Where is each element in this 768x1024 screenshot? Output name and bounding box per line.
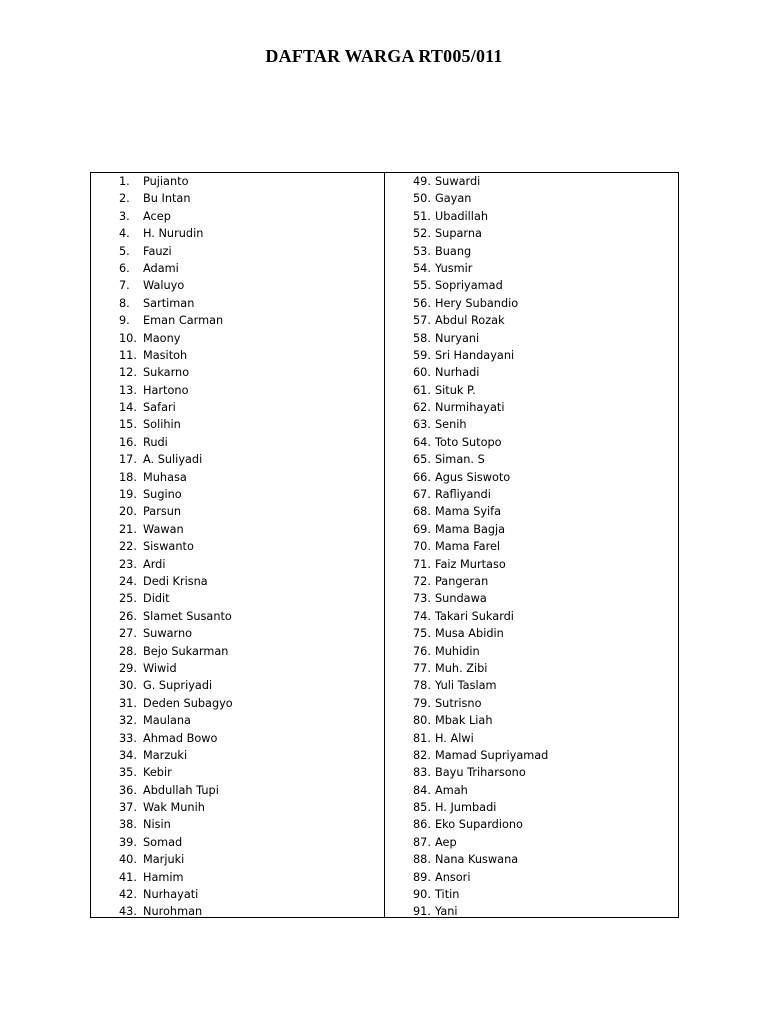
list-item-number: 5. xyxy=(119,244,130,258)
list-item-name: Maony xyxy=(143,331,181,345)
list-item xyxy=(91,573,384,590)
list-item-name: Sundawa xyxy=(435,592,487,606)
list-item-number: 63. xyxy=(413,418,431,432)
list-item-number: 11. xyxy=(119,348,137,362)
list-item xyxy=(385,503,678,520)
list-item-number: 34. xyxy=(119,748,137,762)
list-item-number: 84. xyxy=(413,783,431,797)
list-item-name: Bejo Sukarman xyxy=(143,644,229,658)
list-item-name: Wiwid xyxy=(143,661,177,675)
list-item-number: 50. xyxy=(413,192,431,206)
list-item-name: Sopriyamad xyxy=(435,279,503,293)
list-item-number: 24. xyxy=(119,574,137,588)
list-item-name: Muh. Zibi xyxy=(435,661,488,675)
list-item-name: Hartono xyxy=(143,383,189,397)
list-item xyxy=(91,608,384,625)
list-item-name: Ardi xyxy=(143,557,166,571)
list-item xyxy=(91,695,384,712)
list-item-number: 42. xyxy=(119,888,137,902)
list-item xyxy=(91,295,384,312)
list-item-number: 90. xyxy=(413,888,431,902)
list-item-number: 17. xyxy=(119,453,137,467)
list-item-number: 87. xyxy=(413,835,431,849)
list-item xyxy=(91,173,384,190)
list-item xyxy=(385,538,678,555)
list-item xyxy=(385,330,678,347)
list-item-number: 88. xyxy=(413,853,431,867)
list-item-number: 56. xyxy=(413,296,431,310)
list-item xyxy=(91,521,384,538)
list-item xyxy=(385,573,678,590)
list-item xyxy=(385,295,678,312)
list-item-name: G. Supriyadi xyxy=(143,679,213,693)
list-item-name: Amah xyxy=(435,783,468,797)
list-item xyxy=(385,834,678,851)
list-item-name: Mama Farel xyxy=(435,540,501,554)
list-item-number: 66. xyxy=(413,470,431,484)
list-item xyxy=(91,312,384,329)
list-item-name: Somad xyxy=(143,835,183,849)
list-item xyxy=(385,347,678,364)
list-item-number: 80. xyxy=(413,714,431,728)
list-item-name: Ubadillah xyxy=(435,209,489,223)
list-item xyxy=(385,747,678,764)
list-item-number: 73. xyxy=(413,592,431,606)
list-item xyxy=(385,277,678,294)
list-item-name: H. Alwi xyxy=(435,731,474,745)
list-item-number: 85. xyxy=(413,801,431,815)
list-item xyxy=(385,660,678,677)
list-item-name: Sutrisno xyxy=(435,696,482,710)
list-item xyxy=(385,225,678,242)
list-item-name: Suwarno xyxy=(143,627,193,641)
list-item xyxy=(385,364,678,381)
list-item xyxy=(385,434,678,451)
list-item-name: Marjuki xyxy=(143,853,185,867)
list-item xyxy=(91,434,384,451)
list-item-number: 77. xyxy=(413,661,431,675)
list-item xyxy=(91,660,384,677)
list-item xyxy=(91,190,384,207)
list-item xyxy=(91,903,384,920)
list-item-number: 61. xyxy=(413,383,431,397)
list-item-number: 13. xyxy=(119,383,137,397)
list-item-name: Musa Abidin xyxy=(435,627,504,641)
list-item-number: 69. xyxy=(413,522,431,536)
list-item-name: Nana Kuswana xyxy=(435,853,519,867)
list-item-name: Suparna xyxy=(435,227,482,241)
list-item xyxy=(385,416,678,433)
list-item-name: Takari Sukardi xyxy=(435,609,514,623)
list-item xyxy=(385,469,678,486)
list-item xyxy=(91,747,384,764)
list-item xyxy=(385,243,678,260)
list-item-number: 67. xyxy=(413,488,431,502)
list-item-number: 72. xyxy=(413,574,431,588)
list-item xyxy=(91,399,384,416)
list-item-name: Muhidin xyxy=(435,644,480,658)
list-item-name: Nuryani xyxy=(435,331,480,345)
list-item-number: 10. xyxy=(119,331,137,345)
list-item xyxy=(385,782,678,799)
list-item xyxy=(91,834,384,851)
list-item-name: Solihin xyxy=(143,418,181,432)
list-item xyxy=(91,816,384,833)
list-item-number: 57. xyxy=(413,314,431,328)
list-item-number: 23. xyxy=(119,557,137,571)
list-item xyxy=(385,886,678,903)
left-column xyxy=(91,173,385,917)
list-item xyxy=(385,486,678,503)
list-item xyxy=(91,677,384,694)
list-item-number: 82. xyxy=(413,748,431,762)
list-item-number: 43. xyxy=(119,905,137,919)
list-item xyxy=(385,208,678,225)
list-item-name: Maulana xyxy=(143,714,191,728)
list-item xyxy=(91,225,384,242)
list-item-number: 18. xyxy=(119,470,137,484)
list-item xyxy=(385,712,678,729)
list-item xyxy=(385,764,678,781)
list-item xyxy=(91,643,384,660)
list-item-name: Nurhayati xyxy=(143,888,199,902)
list-item-number: 4. xyxy=(119,227,130,241)
list-item-name: Yuli Taslam xyxy=(435,679,497,693)
list-item-number: 36. xyxy=(119,783,137,797)
list-item-name: Dedi Krisna xyxy=(143,574,208,588)
list-item xyxy=(385,451,678,468)
list-item-name: Didit xyxy=(143,592,170,606)
list-item xyxy=(91,347,384,364)
list-item-name: Siman. S xyxy=(435,453,485,467)
list-item xyxy=(91,886,384,903)
list-item xyxy=(91,208,384,225)
list-item xyxy=(385,312,678,329)
list-item-name: Aep xyxy=(435,835,457,849)
list-item xyxy=(91,590,384,607)
list-item xyxy=(385,903,678,920)
list-item-number: 35. xyxy=(119,766,137,780)
list-item-number: 1. xyxy=(119,175,130,188)
list-item-name: Pangeran xyxy=(435,574,489,588)
list-item xyxy=(91,764,384,781)
list-item-name: Mama Bagja xyxy=(435,522,506,536)
resident-list-table xyxy=(90,172,679,918)
list-item-number: 78. xyxy=(413,679,431,693)
list-item-name: Parsun xyxy=(143,505,182,519)
list-item-name: Siswanto xyxy=(143,540,194,554)
list-item-name: Faiz Murtaso xyxy=(435,557,506,571)
list-item-name: Slamet Susanto xyxy=(143,609,232,623)
list-item-name: Deden Subagyo xyxy=(143,696,233,710)
list-item-number: 76. xyxy=(413,644,431,658)
list-item-number: 37. xyxy=(119,801,137,815)
list-item-number: 81. xyxy=(413,731,431,745)
list-item-name: Wawan xyxy=(143,522,184,536)
list-item-number: 74. xyxy=(413,609,431,623)
list-item-number: 68. xyxy=(413,505,431,519)
list-item-number: 22. xyxy=(119,540,137,554)
list-item-name: Eko Supardiono xyxy=(435,818,523,832)
list-item-name: Nurohman xyxy=(143,905,203,919)
list-item-number: 41. xyxy=(119,870,137,884)
list-item-number: 70. xyxy=(413,540,431,554)
list-item-number: 33. xyxy=(119,731,137,745)
list-item-name: H. Nurudin xyxy=(143,227,204,241)
list-item-name: Eman Carman xyxy=(143,314,224,328)
list-item-number: 27. xyxy=(119,627,137,641)
list-item-number: 62. xyxy=(413,401,431,415)
list-item-name: Nurhadi xyxy=(435,366,480,380)
list-item-name: Agus Siswoto xyxy=(435,470,511,484)
list-item xyxy=(385,677,678,694)
list-item-name: H. Jumbadi xyxy=(435,801,497,815)
list-item-number: 29. xyxy=(119,661,137,675)
list-item-name: Abdul Rozak xyxy=(435,314,505,328)
list-item-name: Acep xyxy=(143,209,171,223)
list-item xyxy=(91,277,384,294)
list-item-number: 49. xyxy=(413,175,431,188)
list-item-name: Muhasa xyxy=(143,470,187,484)
list-item-number: 6. xyxy=(119,261,130,275)
list-item xyxy=(385,869,678,886)
list-item xyxy=(385,260,678,277)
list-item-number: 65. xyxy=(413,453,431,467)
list-item-number: 12. xyxy=(119,366,137,380)
list-item xyxy=(91,330,384,347)
list-item xyxy=(91,243,384,260)
list-item-number: 89. xyxy=(413,870,431,884)
list-item xyxy=(385,608,678,625)
list-item xyxy=(385,399,678,416)
list-item xyxy=(385,382,678,399)
list-item-number: 53. xyxy=(413,244,431,258)
list-item-number: 9. xyxy=(119,314,130,328)
list-item-number: 26. xyxy=(119,609,137,623)
list-item-name: Titin xyxy=(435,888,460,902)
list-item-name: Situk P. xyxy=(435,383,476,397)
list-item xyxy=(91,556,384,573)
list-item-number: 83. xyxy=(413,766,431,780)
list-item-name: Suwardi xyxy=(435,175,481,188)
list-item xyxy=(385,625,678,642)
list-item xyxy=(91,486,384,503)
list-item xyxy=(91,625,384,642)
list-item-number: 64. xyxy=(413,435,431,449)
list-item-number: 16. xyxy=(119,435,137,449)
list-item-name: Kebir xyxy=(143,766,172,780)
list-item-name: Marzuki xyxy=(143,748,188,762)
list-item-name: Toto Sutopo xyxy=(435,435,502,449)
list-item xyxy=(385,851,678,868)
list-item-name: Mama Syifa xyxy=(435,505,502,519)
list-item xyxy=(91,382,384,399)
list-item-number: 14. xyxy=(119,401,137,415)
list-item-number: 91. xyxy=(413,905,431,919)
list-item-number: 79. xyxy=(413,696,431,710)
list-item-name: Safari xyxy=(143,401,176,415)
list-item xyxy=(385,173,678,190)
list-item-number: 39. xyxy=(119,835,137,849)
list-item-number: 7. xyxy=(119,279,130,293)
list-item xyxy=(91,364,384,381)
list-item xyxy=(91,869,384,886)
list-item-number: 54. xyxy=(413,261,431,275)
list-item-name: Sugino xyxy=(143,488,182,502)
list-item xyxy=(385,695,678,712)
list-item-name: Waluyo xyxy=(143,279,185,293)
list-item-number: 58. xyxy=(413,331,431,345)
list-item-number: 86. xyxy=(413,818,431,832)
list-item xyxy=(91,799,384,816)
list-item-name: Ansori xyxy=(435,870,471,884)
list-item xyxy=(385,521,678,538)
list-item xyxy=(91,260,384,277)
list-item-name: Yani xyxy=(435,905,458,919)
list-item-number: 55. xyxy=(413,279,431,293)
list-item xyxy=(91,782,384,799)
list-item-name: Yusmir xyxy=(435,261,473,275)
list-item-name: Bu Intan xyxy=(143,192,191,206)
list-item-name: Mbak Liah xyxy=(435,714,493,728)
list-item-name: Abdullah Tupi xyxy=(143,783,219,797)
list-item xyxy=(91,469,384,486)
list-item-name: Sri Handayani xyxy=(435,348,515,362)
list-item xyxy=(91,503,384,520)
list-item-name: Ahmad Bowo xyxy=(143,731,218,745)
list-item-number: 20. xyxy=(119,505,137,519)
list-item-number: 60. xyxy=(413,366,431,380)
list-item xyxy=(385,556,678,573)
list-item xyxy=(91,730,384,747)
list-item-name: Masitoh xyxy=(143,348,188,362)
list-item-number: 30. xyxy=(119,679,137,693)
list-item-name: Sukarno xyxy=(143,366,190,380)
list-item-name: Hamim xyxy=(143,870,184,884)
list-item-name: Adami xyxy=(143,261,179,275)
list-item-name: A. Suliyadi xyxy=(143,453,203,467)
list-item-number: 3. xyxy=(119,209,130,223)
list-item-number: 40. xyxy=(119,853,137,867)
list-item-number: 38. xyxy=(119,818,137,832)
list-item xyxy=(91,851,384,868)
list-item-name: Rudi xyxy=(143,435,168,449)
list-item-number: 28. xyxy=(119,644,137,658)
list-item-name: Nurmihayati xyxy=(435,401,505,415)
list-item xyxy=(385,730,678,747)
list-item-number: 25. xyxy=(119,592,137,606)
list-item-number: 21. xyxy=(119,522,137,536)
list-item-number: 19. xyxy=(119,488,137,502)
list-item xyxy=(385,190,678,207)
list-item-name: Nisin xyxy=(143,818,171,832)
list-item xyxy=(91,416,384,433)
list-item-name: Bayu Triharsono xyxy=(435,766,526,780)
page-title: DAFTAR WARGA RT005/011 xyxy=(265,46,503,66)
list-item-number: 52. xyxy=(413,227,431,241)
list-item-number: 32. xyxy=(119,714,137,728)
list-item-number: 59. xyxy=(413,348,431,362)
list-item-name: Sartiman xyxy=(143,296,195,310)
right-column xyxy=(385,173,678,917)
list-item-name: Rafliyandi xyxy=(435,488,491,502)
list-item-number: 51. xyxy=(413,209,431,223)
list-item-name: Buang xyxy=(435,244,472,258)
list-item xyxy=(385,643,678,660)
list-item-number: 2. xyxy=(119,192,130,206)
list-item xyxy=(91,712,384,729)
right-column-rows xyxy=(385,173,678,921)
list-item xyxy=(91,538,384,555)
list-item-name: Fauzi xyxy=(143,244,172,258)
list-item-name: Mamad Supriyamad xyxy=(435,748,549,762)
list-item-number: 75. xyxy=(413,627,431,641)
list-item-number: 8. xyxy=(119,296,130,310)
left-column-rows xyxy=(91,173,384,921)
list-item-name: Pujianto xyxy=(143,175,189,188)
list-item xyxy=(385,799,678,816)
list-item-name: Senih xyxy=(435,418,467,432)
list-item-number: 31. xyxy=(119,696,137,710)
list-item-name: Hery Subandio xyxy=(435,296,519,310)
list-item xyxy=(91,451,384,468)
list-item xyxy=(385,590,678,607)
list-item-number: 71. xyxy=(413,557,431,571)
list-item xyxy=(385,816,678,833)
list-item-name: Wak Munih xyxy=(143,801,205,815)
list-item-number: 15. xyxy=(119,418,137,432)
list-item-name: Gayan xyxy=(435,192,472,206)
